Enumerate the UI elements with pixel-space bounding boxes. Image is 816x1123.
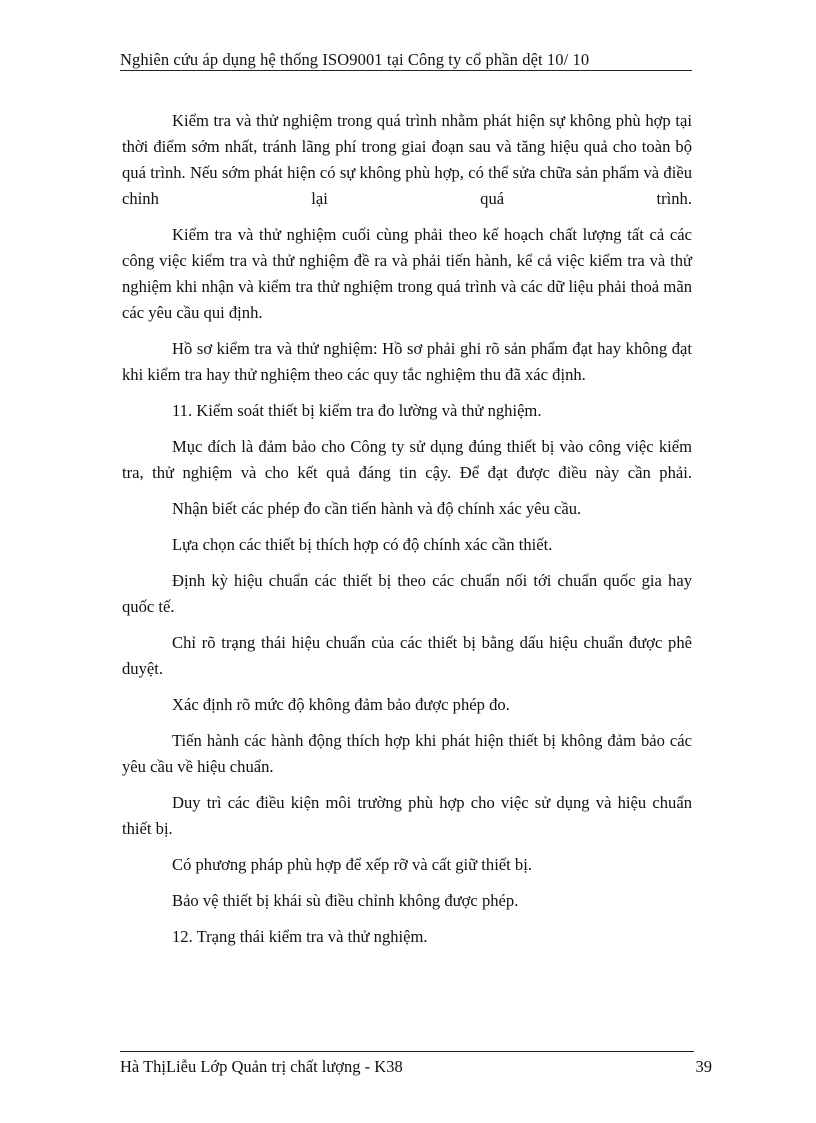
page-footer	[120, 1057, 712, 1077]
list-item: Xác định rõ mức độ không đảm bảo được phép đo.	[172, 695, 510, 714]
list-item: Lựa chọn các thiết bị thích hợp có độ chính xác cần thiết.	[172, 535, 553, 554]
list-item: Nhận biết các phép đo cần tiến hành và độ chính xác yêu cầu.	[172, 499, 582, 518]
footer-author: Hà ThịLiễu Lớp Quản trị chất lượng - K38	[120, 1057, 403, 1076]
paragraph: Mục đích là đảm bảo cho Công ty sử dụng đúng thiết bị vào công việc kiểm tra, thử nghiệm và cho kết quả đáng tin cậy. Để đạt được điều này cần phải.	[122, 437, 692, 482]
document-body	[122, 108, 692, 960]
list-item: Chỉ rõ trạng thái hiệu chuẩn của các thiết bị bằng dấu hiệu chuẩn được phê duyệt.	[122, 633, 692, 678]
paragraph: Hồ sơ kiểm tra và thử nghiệm: Hồ sơ phải ghi rõ sản phẩm đạt hay không đạt khi kiểm tra hay thử nghiệm theo các quy tắc nghiệm thu đã xác định.	[122, 339, 692, 384]
page-number: 39	[695, 1057, 712, 1076]
list-item: Bảo vệ thiết bị khái sù điều chỉnh không được phép.	[172, 891, 519, 910]
page-header	[120, 50, 692, 71]
section-heading: 12. Trạng thái kiểm tra và thử nghiệm.	[172, 927, 428, 946]
header-title: Nghiên cứu áp dụng hệ thống ISO9001 tại Công ty cổ phần dệt 10/ 10	[120, 50, 590, 69]
list-item: Có phương pháp phù hợp để xếp rỡ và cất giữ thiết bị.	[172, 855, 532, 874]
list-item: Tiến hành các hành động thích hợp khi phát hiện thiết bị không đảm bảo các yêu cầu về hiệu chuẩn.	[122, 731, 692, 776]
footer-divider	[120, 1051, 694, 1052]
section-heading: 11. Kiểm soát thiết bị kiểm tra đo lường và thử nghiệm.	[172, 401, 542, 420]
paragraph: Kiểm tra và thử nghiệm cuối cùng phải theo kế hoạch chất lượng tất cả các công việc kiểm tra và thử nghiệm đề ra và phải tiến hành, kể cả việc kiểm tra và thử nghiệm khi nhận và kiểm tra thử nghiệm trong quá trình và các dữ liệu phải thoả mãn các yêu cầu qui định.	[122, 225, 692, 322]
list-item: Định kỳ hiệu chuẩn các thiết bị theo các chuẩn nối tới chuẩn quốc gia hay quốc tế.	[122, 571, 692, 616]
paragraph: Kiểm tra và thử nghiệm trong quá trình nhằm phát hiện sự không phù hợp tại thời điểm sớm nhất, tránh lãng phí trong giai đoạn sau và tăng hiệu quả cho toàn bộ quá trình. Nếu sớm phát hiện có sự không phù hợp, có thể sửa chữa sản phẩm và điều chỉnh lại quá trình.	[122, 111, 692, 208]
list-item: Duy trì các điều kiện môi trường phù hợp cho việc sử dụng và hiệu chuẩn thiết bị.	[122, 793, 692, 838]
